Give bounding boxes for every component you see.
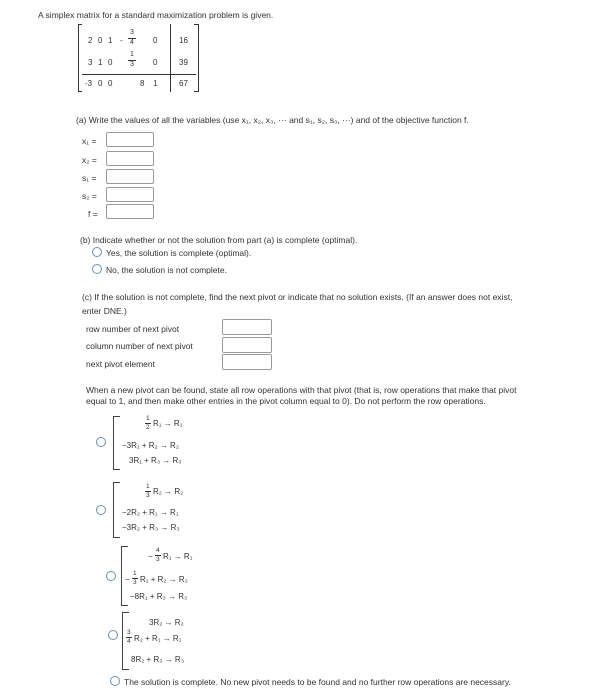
row-op-1b: −3R₁ + R₂ → R₂ — [122, 441, 179, 450]
matrix-cell: 16 — [179, 36, 188, 45]
frac-num: 1 — [133, 570, 137, 577]
pivot-column-label: column number of next pivot — [86, 341, 193, 351]
matrix-cell: -3 — [85, 79, 93, 88]
matrix-cell: 2 — [88, 36, 93, 45]
part-c-prompt-line2: enter DNE.) — [82, 306, 127, 316]
option-yes-label: Yes, the solution is complete (optimal). — [106, 248, 252, 258]
intro-text: A simplex matrix for a standard maximization problem is given. — [38, 10, 274, 20]
row-op-1c: 3R₁ + R₃ → R₃ — [129, 456, 182, 465]
x1-label: x₁ = — [82, 136, 97, 146]
minus-sign: − — [148, 552, 153, 561]
row-ops-option-1-radio[interactable] — [96, 437, 106, 447]
matrix-cell: 1 — [108, 36, 113, 45]
matrix-cell: 0 — [153, 58, 158, 67]
solution-complete-label: The solution is complete. No new pivot needs to be found and no further row operations are necessary. — [124, 677, 511, 687]
part-a-prompt: (a) Write the values of all the variables (use x₁, x₂, x₃, ··· and s₁, s₂, s₃, ···) and of the objective function f. — [76, 115, 469, 125]
row-ops-option-3-radio[interactable] — [106, 571, 116, 581]
minus-sign: − — [125, 575, 130, 584]
option-no-label: No, the solution is not complete. — [106, 265, 227, 275]
s2-input[interactable] — [106, 187, 154, 202]
matrix-cell: 8 — [140, 79, 145, 88]
x2-input[interactable] — [106, 151, 154, 166]
row-ops-option-4-radio[interactable] — [108, 630, 118, 640]
solution-complete-radio[interactable] — [110, 676, 120, 686]
matrix-cell: 0 — [108, 58, 113, 67]
part-b-prompt: (b) Indicate whether or not the solution from part (a) is complete (optimal). — [80, 235, 358, 245]
frac-den: 2 — [146, 424, 150, 431]
frac-den: 4 — [127, 638, 131, 645]
matrix-cell: - — [120, 36, 123, 45]
radio-yes-complete[interactable] — [92, 247, 102, 257]
frac-den: 3 — [146, 492, 150, 499]
row-op-3c: −8R₁ + R₃ → R₃ — [130, 592, 188, 601]
simplex-matrix — [78, 24, 200, 94]
row-op-2a: R₂ → R₂ — [153, 487, 184, 496]
row-ops-option-2-bracket — [113, 482, 120, 538]
x1-input[interactable] — [106, 132, 154, 147]
matrix-cell: 67 — [179, 79, 188, 88]
frac-num: 3 — [127, 629, 131, 636]
matrix-frac-num: 3 — [130, 29, 134, 36]
s1-label: s₁ = — [82, 173, 97, 183]
matrix-cell: 3 — [88, 58, 93, 67]
matrix-cell: 0 — [108, 79, 113, 88]
row-op-2c: −3R₂ + R₃ → R₃ — [122, 523, 180, 532]
matrix-frac-num: 1 — [130, 51, 134, 58]
matrix-frac-den: 4 — [130, 39, 134, 46]
row-op-4a: 3R₂ → R₂ — [149, 618, 184, 627]
pivot-row-input[interactable] — [222, 319, 272, 335]
row-ops-prompt-line2: equal to 1, and then make other entries in the pivot column equal to 0). Do not perform the row operations. — [86, 396, 486, 406]
radio-not-complete[interactable] — [92, 264, 102, 274]
row-ops-prompt-line1: When a new pivot can be found, state all row operations with that pivot (that is, row operations that make that pivot — [86, 385, 517, 395]
s2-label: s₂ = — [82, 191, 97, 201]
f-label: f = — [88, 209, 98, 219]
matrix-cell: 0 — [98, 79, 103, 88]
row-op-2b: −2R₂ + R₁ → R₁ — [122, 508, 179, 517]
s1-input[interactable] — [106, 169, 154, 184]
x2-label: x₂ = — [82, 155, 97, 165]
pivot-row-label: row number of next pivot — [86, 324, 180, 334]
row-op-4b: R₂ + R₁ → R₁ — [134, 634, 182, 643]
row-ops-option-2-radio[interactable] — [96, 505, 106, 515]
matrix-frac-den: 3 — [130, 61, 134, 68]
row-op-1a: R₁ → R₁ — [153, 419, 183, 428]
frac-den: 3 — [133, 579, 137, 586]
frac-num: 1 — [146, 483, 150, 490]
f-input[interactable] — [106, 204, 154, 219]
row-op-4c: 8R₂ + R₃ → R₃ — [131, 655, 184, 664]
row-op-3b: R₁ + R₂ → R₂ — [140, 575, 188, 584]
pivot-element-input[interactable] — [222, 354, 272, 370]
part-c-prompt-line1: (c) If the solution is not complete, find the next pivot or indicate that no solution exists. (If an answer does not exist, — [82, 292, 513, 302]
matrix-cell: 1 — [98, 58, 103, 67]
frac-num: 4 — [156, 547, 160, 554]
pivot-element-label: next pivot element — [86, 359, 155, 369]
pivot-column-input[interactable] — [222, 337, 272, 353]
matrix-cell: 0 — [98, 36, 103, 45]
row-ops-option-1-bracket — [113, 416, 120, 470]
matrix-cell: 39 — [179, 58, 188, 67]
row-op-3a: R₁ → R₁ — [163, 552, 193, 561]
matrix-cell: 0 — [153, 36, 158, 45]
frac-num: 1 — [146, 415, 150, 422]
matrix-cell: 1 — [153, 79, 158, 88]
frac-den: 3 — [156, 556, 160, 563]
